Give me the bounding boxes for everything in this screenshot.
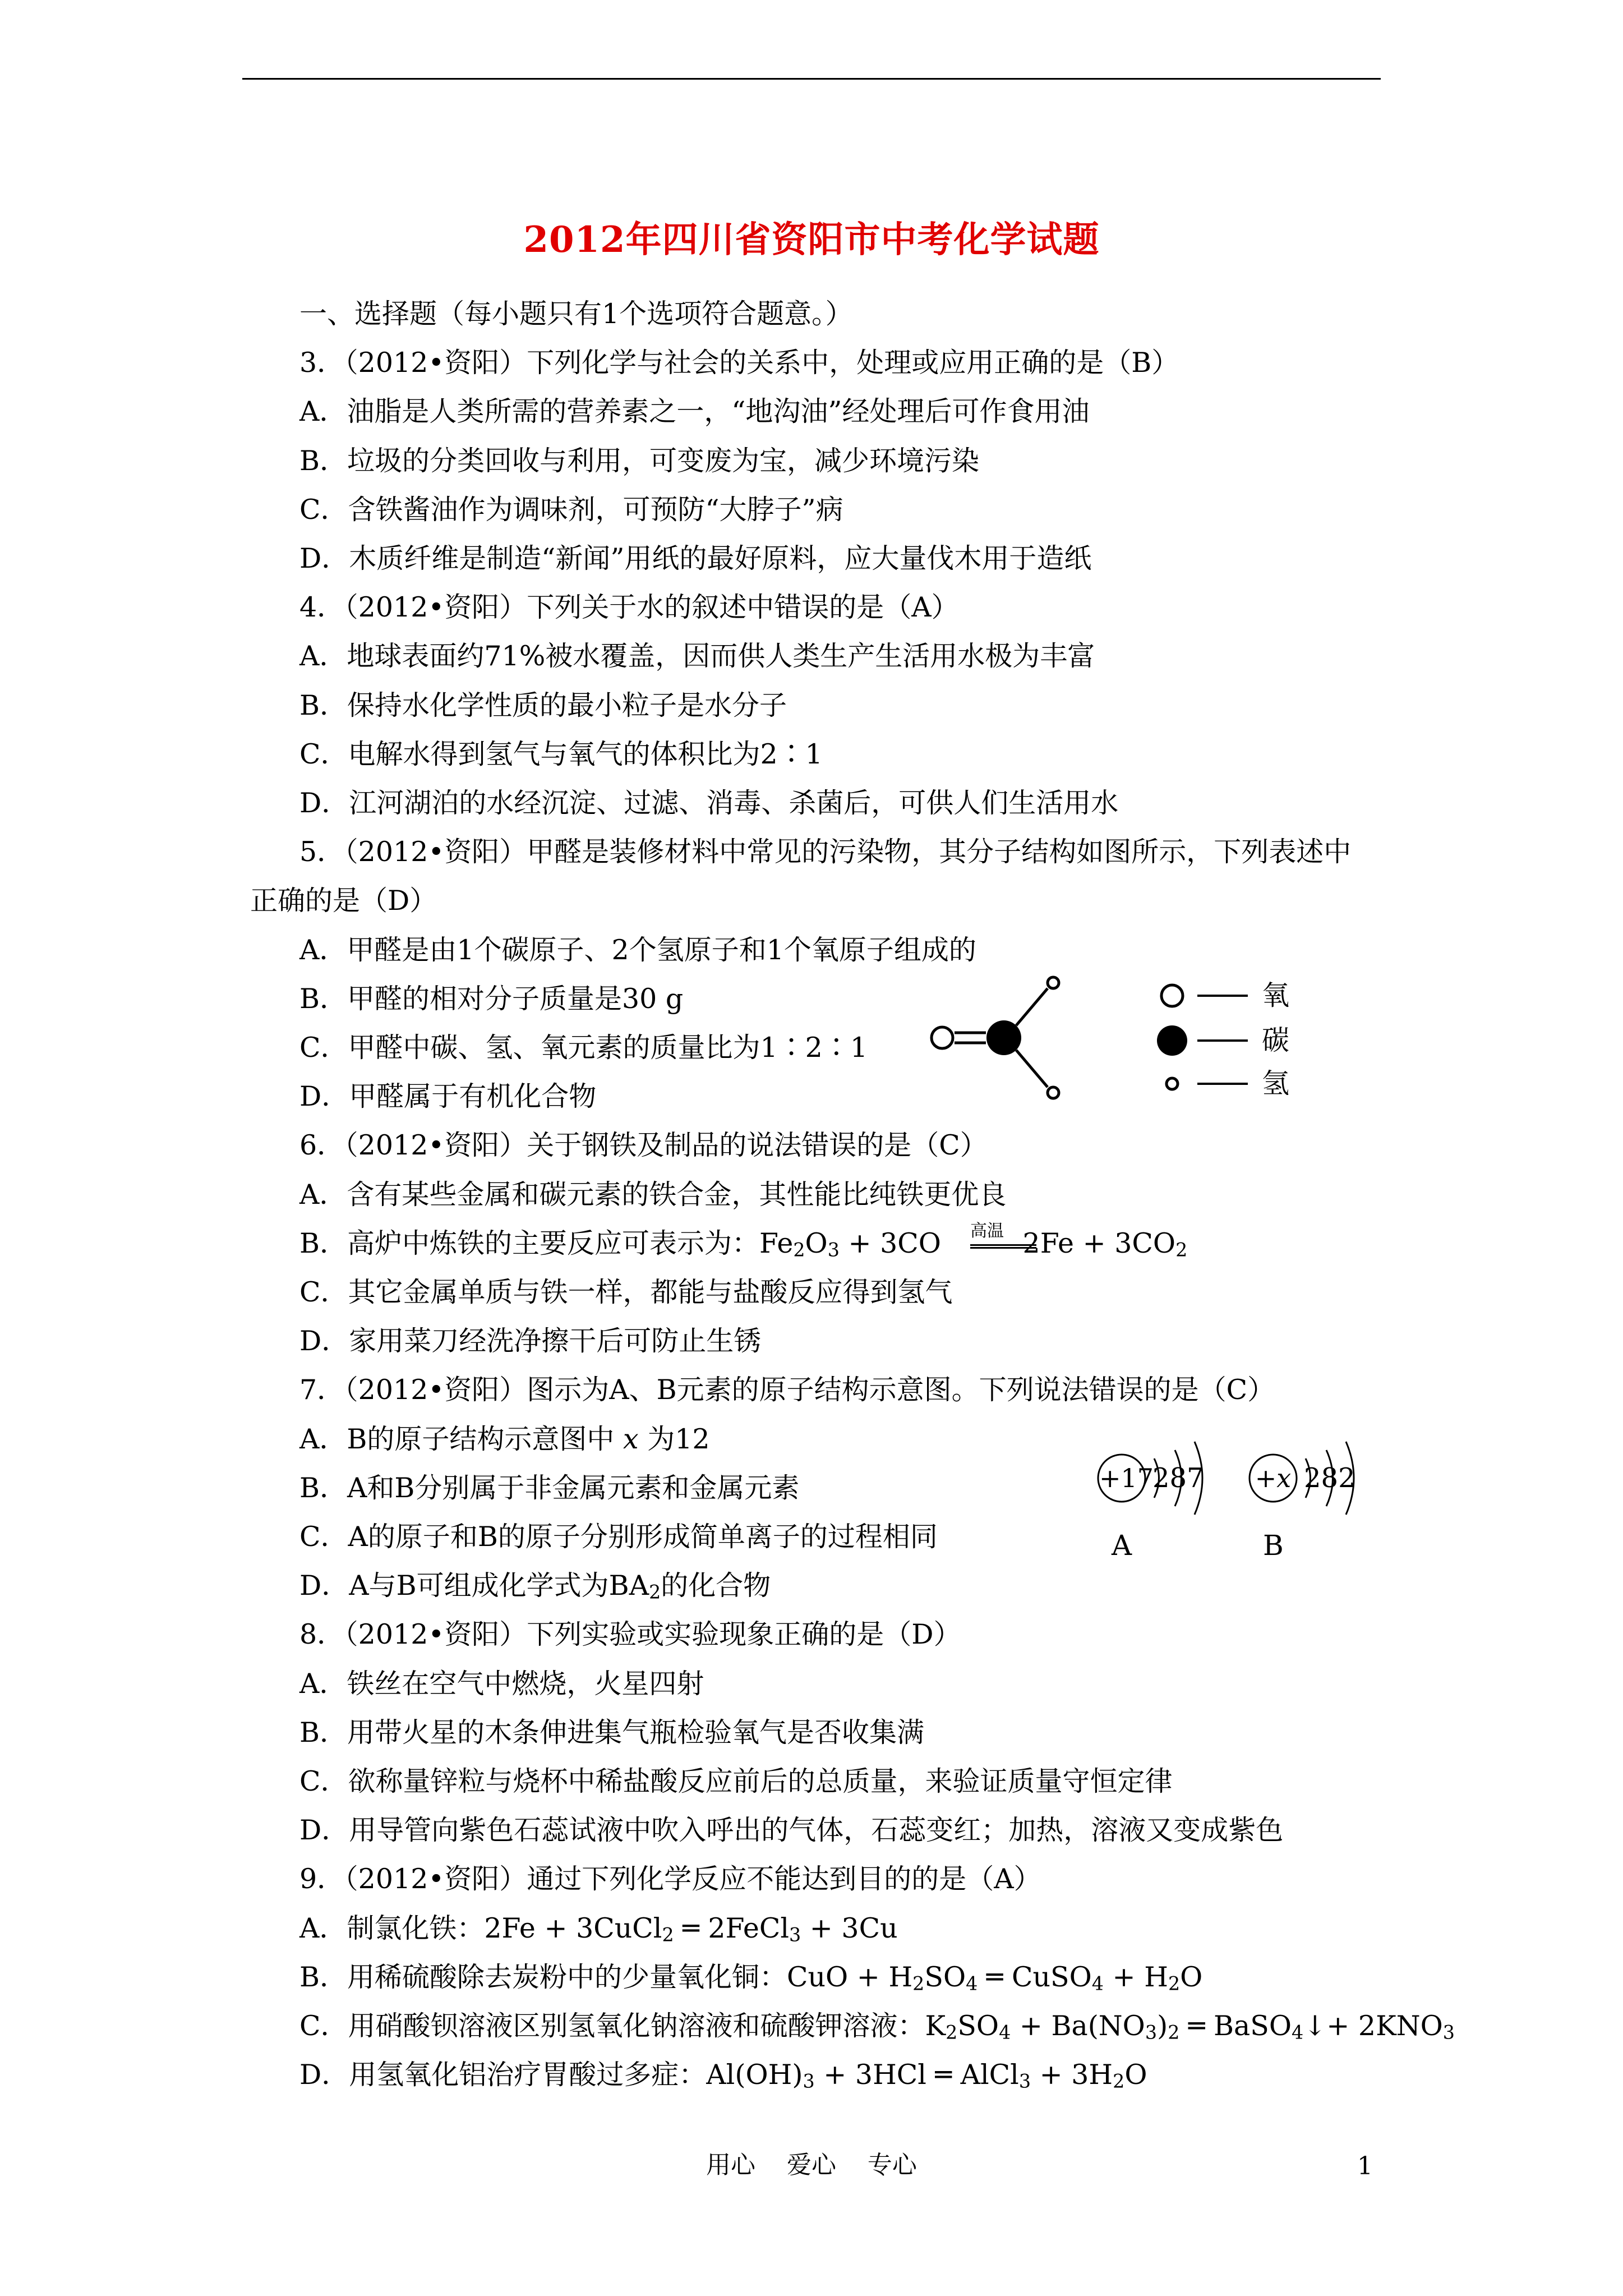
atom-b-nucleus-charge: +x <box>1255 1463 1292 1493</box>
text-line: D．木质纤维是制造“新闻”用纸的最好原料，应大量伐木用于造纸 <box>299 542 1092 574</box>
text-line: 8．（2012•资阳）下列实验或实验现象正确的是（D） <box>299 1618 961 1650</box>
oxygen-atom <box>932 1027 953 1048</box>
hydrogen-atom <box>1048 1087 1059 1098</box>
legend-hydrogen-symbol <box>1166 1078 1178 1089</box>
footer-slogan: 用心 爱心 专心 <box>706 2151 917 2179</box>
legend-hydrogen-label: 氢 <box>1262 1068 1290 1099</box>
text-line: 4．（2012•资阳）下列关于水的叙述中错误的是（A） <box>299 591 959 623</box>
page-number: 1 <box>1357 2152 1373 2180</box>
text-line: C．电解水得到氢气与氧气的体积比为2∶1 <box>299 738 823 770</box>
text-line: 一、选择题（每小题只有1个选项符合题意。） <box>299 298 853 330</box>
text-line: A．B的原子结构示意图中 x 为12 <box>299 1423 710 1455</box>
text-line: 7．（2012•资阳）图示为A、B元素的原子结构示意图。下列说法错误的是（C） <box>299 1374 1275 1406</box>
text-line: C．含铁酱油作为调味剂，可预防“大脖子”病 <box>299 494 843 526</box>
text-line: D．家用菜刀经洗净擦干后可防止生锈 <box>299 1325 762 1357</box>
text-line: B．A和B分别属于非金属元素和金属元素 <box>299 1472 800 1504</box>
text-line: 5．（2012•资阳）甲醛是装修材料中常见的污染物，其分子结构如图所示，下列表述中 <box>299 836 1352 868</box>
atom-a-nucleus-charge: +17 <box>1099 1463 1154 1493</box>
text-line: B．保持水化学性质的最小粒子是水分子 <box>299 689 787 721</box>
text-line: C．A的原子和B的原子分别形成简单离子的过程相同 <box>299 1521 938 1553</box>
molecule-legend <box>1150 976 1335 1111</box>
text-line: 正确的是（D） <box>250 885 437 917</box>
text-line: A．含有某些金属和碳元素的铁合金，其性能比纯铁更优良 <box>299 1179 1007 1211</box>
atomic-structure-diagram <box>1088 1436 1402 1582</box>
text-line: D．江河湖泊的水经沉淀、过滤、消毒、杀菌后，可供人们生活用水 <box>299 787 1119 819</box>
text-line: C．用硝酸钡溶液区别氢氧化钠溶液和硫酸钾溶液：$K_2SO_4 + Ba(NO_3)_2$ ═ BaSO$_4$↓+ $2KNO_3$ <box>299 2010 1455 2044</box>
carbon-atom <box>986 1020 1021 1055</box>
atom-b-electron-shells: 282 <box>1304 1462 1355 1494</box>
text-line: B．高炉中炼铁的主要反应可表示为：$Fe_2O_3 + 3CO$ $2Fe + 3CO_2$ <box>299 1227 1188 1261</box>
text-line: A．甲醛是由1个碳原子、2个氢原子和1个氧原子组成的 <box>299 934 976 966</box>
text-line: A．铁丝在空气中燃烧，火星四射 <box>299 1668 704 1700</box>
text-line: B．用稀硫酸除去炭粉中的少量氧化铜：CuO + $H_2SO_4$ ═ CuSO$_4$ + $H_2O$ <box>299 1961 1203 1995</box>
text-line: D．用导管向紫色石蕊试液中吹入呼出的气体，石蕊变红；加热，溶液又变成紫色 <box>299 1814 1284 1846</box>
text-line: 9．（2012•资阳）通过下列化学反应不能达到目的的是（A） <box>299 1863 1041 1895</box>
single-bond-line <box>1016 988 1048 1025</box>
text-line: 6．（2012•资阳）关于钢铁及制品的说法错误的是（C） <box>299 1129 988 1161</box>
legend-oxygen-label: 氧 <box>1262 979 1290 1011</box>
text-line: D．A与B可组成化学式为$BA_2$的化合物 <box>299 1570 771 1603</box>
hydrogen-atom <box>1048 977 1059 988</box>
text-line: A．制氯化铁：2Fe + 3CuCl$_2$ ═ 2FeCl$_3$ + 3Cu <box>299 1912 898 1946</box>
text-line: A．油脂是人类所需的营养素之一，“地沟油”经处理后可作食用油 <box>299 395 1090 427</box>
atom-a-label: A <box>1112 1529 1132 1562</box>
text-line: D．甲醛属于有机化合物 <box>299 1080 597 1112</box>
reaction-condition: 高温 <box>970 1221 1004 1241</box>
single-bond-line <box>1016 1050 1048 1087</box>
reaction-equals-sign <box>970 1244 1036 1249</box>
legend-carbon-symbol <box>1157 1025 1187 1056</box>
formaldehyde-structure-diagram <box>925 965 1122 1111</box>
text-line: B．用带火星的木条伸进集气瓶检验氧气是否收集满 <box>299 1717 925 1749</box>
header-rule <box>242 78 1381 80</box>
text-line: C．其它金属单质与铁一样，都能与盐酸反应得到氢气 <box>299 1276 953 1308</box>
text-line: 3．（2012•资阳）下列化学与社会的关系中，处理或应用正确的是（B） <box>299 347 1179 379</box>
atom-a-electron-shells: 287 <box>1152 1462 1204 1494</box>
text-line: A．地球表面约71%被水覆盖，因而供人类生产生活用水极为丰富 <box>299 640 1095 672</box>
text-line: B．甲醛的相对分子质量是30 g <box>299 983 684 1015</box>
legend-oxygen-symbol <box>1161 985 1183 1006</box>
atom-b-label: B <box>1263 1529 1284 1562</box>
text-line: D．用氢氧化铝治疗胃酸过多症：$Al(OH)_3 + 3HCl$ ═ AlCl$_3$ + $3H_2O$ <box>299 2059 1147 2092</box>
legend-carbon-label: 碳 <box>1262 1024 1290 1056</box>
text-line: B．垃圾的分类回收与利用，可变废为宝，减少环境污染 <box>299 445 980 477</box>
text-line: C．欲称量锌粒与烧杯中稀盐酸反应前后的总质量，来验证质量守恒定律 <box>299 1765 1173 1797</box>
text-line: C．甲醛中碳、氢、氧元素的质量比为1∶2∶1 <box>299 1032 868 1064</box>
page-title: 2012年四川省资阳市中考化学试题 <box>523 219 1100 261</box>
